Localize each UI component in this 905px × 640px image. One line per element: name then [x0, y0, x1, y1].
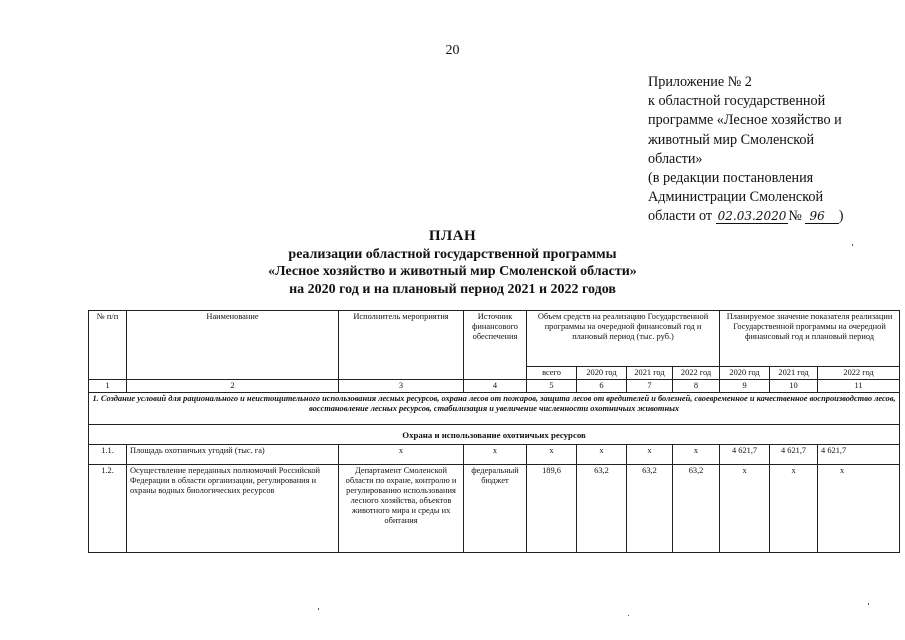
plan-table: [88, 310, 900, 553]
subheader-total: всего: [527, 367, 577, 380]
section-heading: 1. Создание условий для рационального и неистощительного использования лесных ресурсов, охрана лесов от пожаров, защита лесов от вредителей и болезней, своевременное и качественное воспроизводство лесов, восстановление лесных ресурсов, стабилизация и увеличение численности охотничьих животных: [89, 393, 900, 425]
title-line-3: «Лесное хозяйство и животный мир Смоленской области»: [268, 264, 637, 280]
col-number: 10: [770, 380, 818, 393]
appendix-date-line: [648, 207, 898, 226]
subheader-ind-2021: 2021 год: [770, 367, 818, 380]
closing-paren: ): [838, 208, 844, 225]
header-funding: Объем средств на реализацию Государственной программы на очередной финансовый год и плановый период (тыс. руб.): [527, 311, 720, 367]
title-line-4: на 2020 год и на плановый период 2021 и 2022 годов: [289, 281, 616, 297]
cell-2021: 63,2: [627, 465, 673, 553]
col-number: 6: [577, 380, 627, 393]
appendix-line: Администрации Смоленской: [648, 189, 824, 206]
subheader-2022: 2022 год: [673, 367, 720, 380]
subheader-ind-2022: 2022 год: [818, 367, 900, 380]
cell-num: 1.1.: [89, 445, 127, 465]
cell-executor: х: [339, 445, 464, 465]
header-executor: Исполнитель мероприятия: [339, 311, 464, 380]
appendix-block: [648, 73, 898, 227]
date-prefix: области от: [648, 208, 713, 225]
scan-speck: [868, 603, 869, 605]
title-line-2: реализации областной государственной программы: [288, 246, 617, 262]
scan-speck: [628, 615, 629, 616]
cell-ind-2020: х: [720, 465, 770, 553]
cell-2021: х: [627, 445, 673, 465]
column-numbers-row: [89, 380, 900, 393]
cell-name: Осуществление переданных полномочий Российской Федерации в области организации, регулирования и охраны водных биологических ресурсов: [127, 465, 339, 553]
page-number: 20: [445, 43, 460, 58]
subsection-heading: Охрана и использование охотничьих ресурсов: [89, 425, 900, 445]
scan-speck: [852, 244, 853, 246]
cell-ind-2021: х: [770, 465, 818, 553]
cell-2022: х: [673, 445, 720, 465]
header-name: Наименование: [127, 311, 339, 380]
title-plan: ПЛАН: [428, 228, 477, 244]
cell-ind-2021: 4 621,7: [770, 445, 818, 465]
scan-speck: [318, 608, 319, 610]
document-title: [0, 228, 905, 298]
handwritten-date: 02.03.2020: [717, 209, 787, 224]
appendix-line: (в редакции постановления: [648, 170, 814, 187]
cell-ind-2020: 4 621,7: [720, 445, 770, 465]
subheader-2020: 2020 год: [577, 367, 627, 380]
cell-name: Площадь охотничьих угодий (тыс. га): [127, 445, 339, 465]
header-num: № п/п: [89, 311, 127, 380]
number-prefix: №: [788, 208, 802, 225]
header-indicator: Планируемое значение показателя реализации Государственной программы на очередной финансовый год и плановый период: [720, 311, 900, 367]
cell-2022: 63,2: [673, 465, 720, 553]
col-number: 2: [127, 380, 339, 393]
appendix-line: программе «Лесное хозяйство и: [648, 112, 842, 129]
cell-ind-2022: 4 621,7: [818, 445, 900, 465]
subheader-2021: 2021 год: [627, 367, 673, 380]
col-number: 4: [464, 380, 527, 393]
table-row: [89, 445, 900, 465]
cell-source: федеральный бюджет: [464, 465, 527, 553]
cell-total: х: [527, 445, 577, 465]
cell-total: 189,6: [527, 465, 577, 553]
appendix-line: области»: [648, 150, 703, 167]
col-number: 1: [89, 380, 127, 393]
cell-2020: 63,2: [577, 465, 627, 553]
appendix-line: Приложение № 2: [648, 74, 752, 90]
cell-2020: х: [577, 445, 627, 465]
cell-ind-2022: х: [818, 465, 900, 553]
col-number: 11: [818, 380, 900, 393]
cell-num: 1.2.: [89, 465, 127, 553]
col-number: 5: [527, 380, 577, 393]
appendix-line: животный мир Смоленской: [648, 131, 815, 148]
header-source: Источник финансового обеспечения: [464, 311, 527, 380]
table-row: [89, 465, 900, 553]
subheader-ind-2020: 2020 год: [720, 367, 770, 380]
handwritten-number: 96: [805, 209, 838, 224]
col-number: 7: [627, 380, 673, 393]
cell-source: х: [464, 445, 527, 465]
cell-executor: Департамент Смоленской области по охране, контролю и регулированию использования лесного хозяйства, объектов животного мира и среды их обитания: [339, 465, 464, 553]
appendix-line: к областной государственной: [648, 93, 826, 110]
col-number: 9: [720, 380, 770, 393]
col-number: 8: [673, 380, 720, 393]
col-number: 3: [339, 380, 464, 393]
